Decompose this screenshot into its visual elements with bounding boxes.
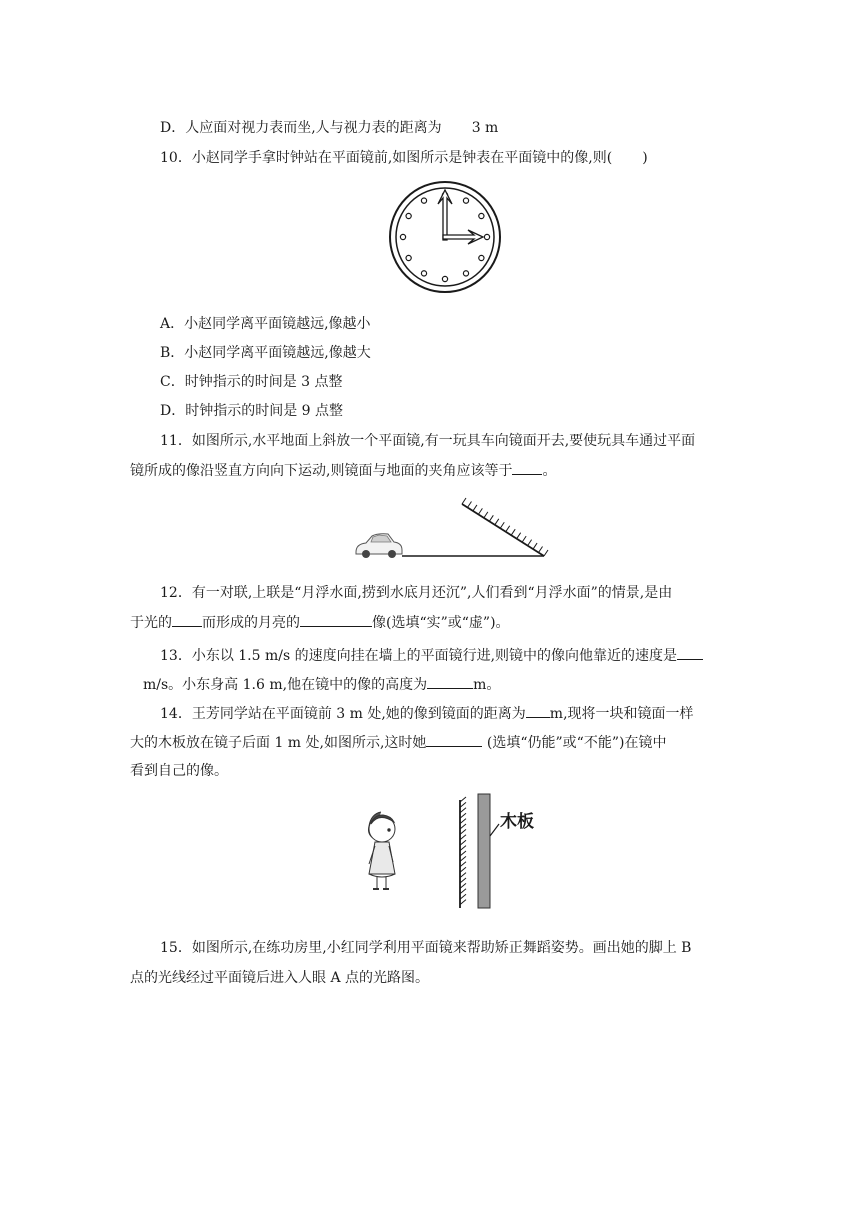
- clock-mark: [406, 255, 411, 260]
- q14-line2: 大的木板放在镜子后面 1 m 处,如图所示,这时她 (选填“仍能”或“不能”)在镜中: [130, 732, 666, 753]
- clock-mark: [463, 198, 468, 203]
- clock-mark: [479, 255, 484, 260]
- mirror-car-figure: [352, 498, 552, 562]
- q13-line2: m/s。小东身高 1.6 m,他在镜中的像的高度为 m。: [143, 674, 500, 695]
- q10-option-d: D．时钟指示的时间是 9 点整: [160, 403, 344, 419]
- clock-mark: [484, 234, 489, 239]
- q13-blank-1[interactable]: [677, 645, 703, 660]
- clock-mark: [406, 213, 411, 218]
- clock-mark: [421, 271, 426, 276]
- q11-line2: 镜所成的像沿竖直方向向下运动,则镜面与地面的夹角应该等于 。: [130, 460, 556, 481]
- mirrored-clock-figure: [388, 180, 502, 294]
- clock-mark: [479, 213, 484, 218]
- q11-line1: 11．如图所示,水平地面上斜放一个平面镜,有一玩具车向镜面开去,要使玩具车通过平面: [160, 433, 696, 449]
- q15-line1: 15．如图所示,在练功房里,小红同学利用平面镜来帮助矫正舞蹈姿势。画出她的脚上 B: [160, 940, 692, 956]
- q15-line2: 点的光线经过平面镜后进入人眼 A 点的光路图。: [130, 970, 430, 986]
- q14-line1: 14．王芳同学站在平面镜前 3 m 处,她的像到镜面的距离为 m,现将一块和镜面一样: [160, 703, 694, 724]
- q10-option-c: C．时钟指示的时间是 3 点整: [160, 374, 343, 390]
- q12-blank-2[interactable]: [300, 612, 372, 627]
- q12-blank-1[interactable]: [172, 612, 202, 627]
- girl-icon: [369, 812, 396, 889]
- clock-mark: [463, 271, 468, 276]
- q10-option-a: A．小赵同学离平面镜越远,像越小: [160, 316, 371, 332]
- clock-mark: [421, 198, 426, 203]
- q10-option-b: B．小赵同学离平面镜越远,像越大: [160, 345, 371, 361]
- q12-line2: 于光的 而形成的月亮的 像(选填“实”或“虚”)。: [130, 612, 510, 633]
- clock-mark: [442, 276, 447, 281]
- board-label: 木板: [500, 812, 534, 832]
- q12-line1: 12．有一对联,上联是“月浮水面,捞到水底月还沉”,人们看到“月浮水面”的情景,是由: [160, 585, 673, 601]
- q11-answer-blank[interactable]: [512, 460, 542, 475]
- clock-mark: [400, 234, 405, 239]
- q14-blank-1[interactable]: [526, 703, 550, 718]
- q13-line1: 13．小东以 1.5 m/s 的速度向挂在墙上的平面镜行进,则镜中的像向他靠近的速度是: [160, 645, 703, 666]
- q13-blank-2[interactable]: [427, 674, 473, 689]
- q14-blank-2[interactable]: [426, 732, 482, 747]
- q10-stem: 10．小赵同学手拿时钟站在平面镜前,如图所示是钟表在平面镜中的像,则( ): [160, 150, 648, 166]
- toy-car-icon: [356, 534, 402, 558]
- q9-option-d: D．人应面对视力表而坐,人与视力表的距离为 3 m: [160, 120, 499, 136]
- q14-line3: 看到自己的像。: [130, 763, 228, 779]
